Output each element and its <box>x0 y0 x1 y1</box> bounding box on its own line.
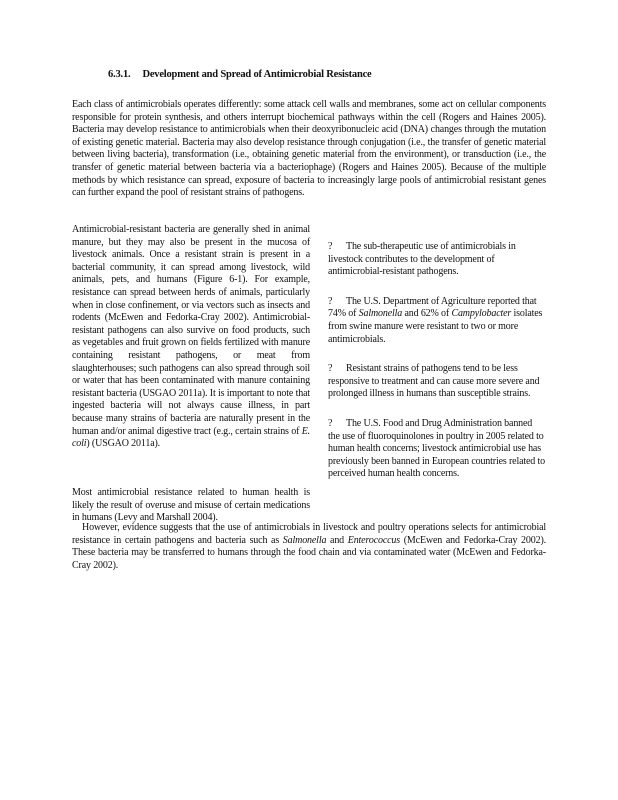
bullet-marker: ? <box>328 363 333 375</box>
sidebar-bullet: ? The sub-therapeutic use of antimicrobials in livestock contributes to the development of antimicrobial-resistant pathogens. <box>328 241 516 278</box>
section-title: Development and Spread of Antimicrobial Resistance <box>142 69 372 80</box>
species-name: E. coli <box>72 425 310 450</box>
human-health-paragraph: Most antimicrobial resistance related to human health is likely the result of overuse and misuse of certain medications in humans (Levy and Marshall 2004). <box>72 487 310 524</box>
evidence-paragraph: However, evidence suggests that the use of antimicrobials in livestock and poultry operations selects for antimicrobial resistance in certain pathogens and bacteria such as Salmonella and Enterococcus (McEwen and Fedorka-Cray 2002). These bacteria may be transferred to humans through the food chain and via contaminated water (McEwen and Fedorka-Cray 2002). <box>72 522 546 571</box>
key-points-sidebar <box>328 241 546 498</box>
section-number: 6.3.1. <box>108 69 131 80</box>
left-column-paragraph: Antimicrobial-resistant bacteria are generally shed in animal manure, but they may also be present in the mucosa of livestock animals. Once a resistant strain is present in a bacterial community, it can spread among livestock, wild animals, pets, and humans (Figure 6-1). For example, resistance can spread between herds of animals, particularly when in close confinement, or via vectors such as insects and rodents (McEwen and Fedorka-Cray 2002). Antimicrobial-resistant pathogens can also survive on food products, such as vegetables and fruit grown on fields fertilized with manure containing resistant pathogens, or meat from slaughterhouses; such pathogens can also spread through soil or water that has been contaminated with manure containing resistant bacteria (USGAO 2011a). It is important to note that ingested bacteria will not always cause illness, in part because many strains of bacteria are naturally present in the human and/or animal digestive tract (e.g., certain strains of E. coli) (USGAO 2011a). <box>72 224 310 450</box>
sidebar-bullet: ? Resistant strains of pathogens tend to be less responsive to treatment and can cause more severe and prolonged illness in humans than susceptible strains. <box>328 363 540 400</box>
bullet-marker: ? <box>328 417 333 429</box>
bullet-marker: ? <box>328 241 333 252</box>
sidebar-bullet: ? The U.S. Food and Drug Administration banned the use of fluoroquinolones in poultry in 2005 related to human health concerns; livestock antimicrobial use has previously been banned in European countries related to perceived human health concerns. <box>328 417 545 480</box>
sidebar-bullet: ? The U.S. Department of Agriculture reported that 74% of Salmonella and 62% of Campylobacter isolates from swine manure were resistant to two or more antimicrobials. <box>328 295 543 345</box>
section-heading <box>108 69 372 80</box>
intro-paragraph: Each class of antimicrobials operates differently: some attack cell walls and membranes, some act on cellular components responsible for protein synthesis, and others interrupt biochemical pathways within the cell (Rogers and Haines 2005). Bacteria may develop resistance to antimicrobials when their deoxyribonucleic acid (DNA) changes through the mutation of existing genetic material. Bacteria may also develop resistance through conjugation (i.e., the transfer of genetic material between living bacteria), transformation (i.e., obtaining genetic material from the environment), or transduction (i.e., the transfer of genetic material between bacteria via a bacteriophage) (Rogers and Haines 2005). Because of the multiple methods by which resistance can spread, exposure of bacteria to increasingly large pools of antimicrobial resistant genes can further expand the pool of resistant strains of pathogens. <box>72 99 546 199</box>
bullet-marker: ? <box>328 295 333 307</box>
